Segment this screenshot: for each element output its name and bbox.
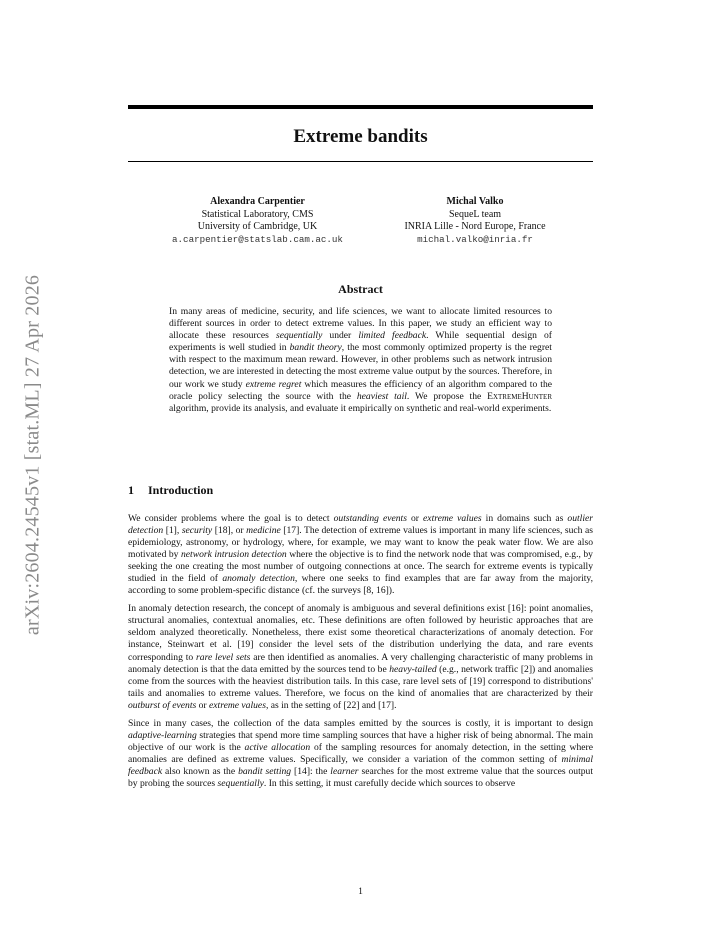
- title-bottom-rule: [128, 161, 593, 162]
- arxiv-id: arXiv:2604.24545v1 [stat.ML] 27 Apr 2026: [21, 274, 44, 636]
- abstract-text: In many areas of medicine, security, and life sciences, we want to allocate limited resources to different sources in order to detect extreme values. In this paper, we study an efficient way to allocate these resources sequentially under limited feedback. While sequential design of experiments is well studied in bandit theory, the most commonly optimized property is the regret with respect to the maximum mean reward. However, in other problems such as network intrusion detection, we are interested in detecting the most extreme value output by the sources. Therefore, in our work we study extreme regret which measures the efficiency of an algorithm compared to the oracle policy selecting the source with the heaviest tail. We propose the ExtremeHunter algorithm, provide its analysis, and evaluate it empirically on synthetic and real-world experiments.: [169, 306, 553, 414]
- author-block-1: [140, 196, 375, 246]
- author-affiliation: SequeL team: [448, 208, 502, 220]
- arxiv-sidebar-stamp: [18, 260, 48, 650]
- section-title: Introduction: [148, 483, 214, 497]
- paragraph: In anomaly detection research, the concept of anomaly is ambiguous and several definitions exist [16]: point anomalies, structural anomalies, contextual anomalies, etc. These definitions are often followed by heuristic approaches that are seldom analyzed theoretically. Nonetheless, there exist some theoretical characterizations of anomaly detection. For instance, Steinwart et al. [19] consider the level sets of the distribution underlying the data, and rare events corresponding to rare level sets are then identified as anomalies. A very challenging characteristic of many problems in anomaly detection is that the data emitted by the sources tend to be heavy-tailed (e.g., network traffic [2]) and anomalies come from the sources with the heaviest distribution tails. In this case, rare level sets of [19] correspond to distributions' tails and anomalies to extreme values. Therefore, we focus on the kind of anomalies that are characterized by their outburst of events or extreme values, as in the setting of [22] and [17].: [128, 603, 593, 711]
- paper-title: Extreme bandits: [293, 126, 428, 147]
- author-affiliation: University of Cambridge, UK: [197, 221, 318, 232]
- body-text: [128, 513, 593, 796]
- section-number: 1: [128, 483, 134, 497]
- author-email: michal.valko@inria.fr: [417, 233, 533, 245]
- author-name: Alexandra Carpentier: [210, 196, 305, 207]
- section-heading: [128, 483, 213, 498]
- author-affiliation: Statistical Laboratory, CMS: [201, 208, 314, 220]
- page-number: 1: [358, 886, 363, 897]
- paragraph: Since in many cases, the collection of the data samples emitted by the sources is costly, it is important to design adaptive-learning strategies that spend more time sampling sources that have a higher risk of being abnormal. The main objective of our work is the active allocation of the sampling resources for anomaly detection, in the setting where anomalies are defined as extreme values. Specifically, we consider a variation of the common setting of minimal feedback also known as the bandit setting [14]: the learner searches for the most extreme value that the sources output by probing the sources sequentially. In this setting, it must carefully decide which sources to observe: [128, 717, 594, 789]
- author-name: Michal Valko: [446, 196, 504, 207]
- author-email: a.carpentier@statslab.cam.ac.uk: [172, 233, 343, 245]
- abstract-heading: Abstract: [338, 282, 383, 296]
- author-block-2: [360, 196, 590, 246]
- paragraph: We consider problems where the goal is to detect outstanding events or extreme values in domains such as outlier detection [1], security [18], or medicine [17]. The detection of extreme values is important in many life sciences, such as epidemiology, astronomy, or hydrology, where, for example, we may want to know the peak water flow. We are also motivated by network intrusion detection where the objective is to find the network node that was compromised, e.g., by seeking the one creating the most number of outgoing connections at once. The search for extreme events is typically studied in the field of anomaly detection, where one seeks to find examples that are far away from the majority, according to some problem-specific distance (cf. the surveys [8, 16]).: [128, 513, 593, 597]
- author-affiliation: INRIA Lille - Nord Europe, France: [404, 221, 546, 232]
- title-top-rule: [128, 105, 593, 109]
